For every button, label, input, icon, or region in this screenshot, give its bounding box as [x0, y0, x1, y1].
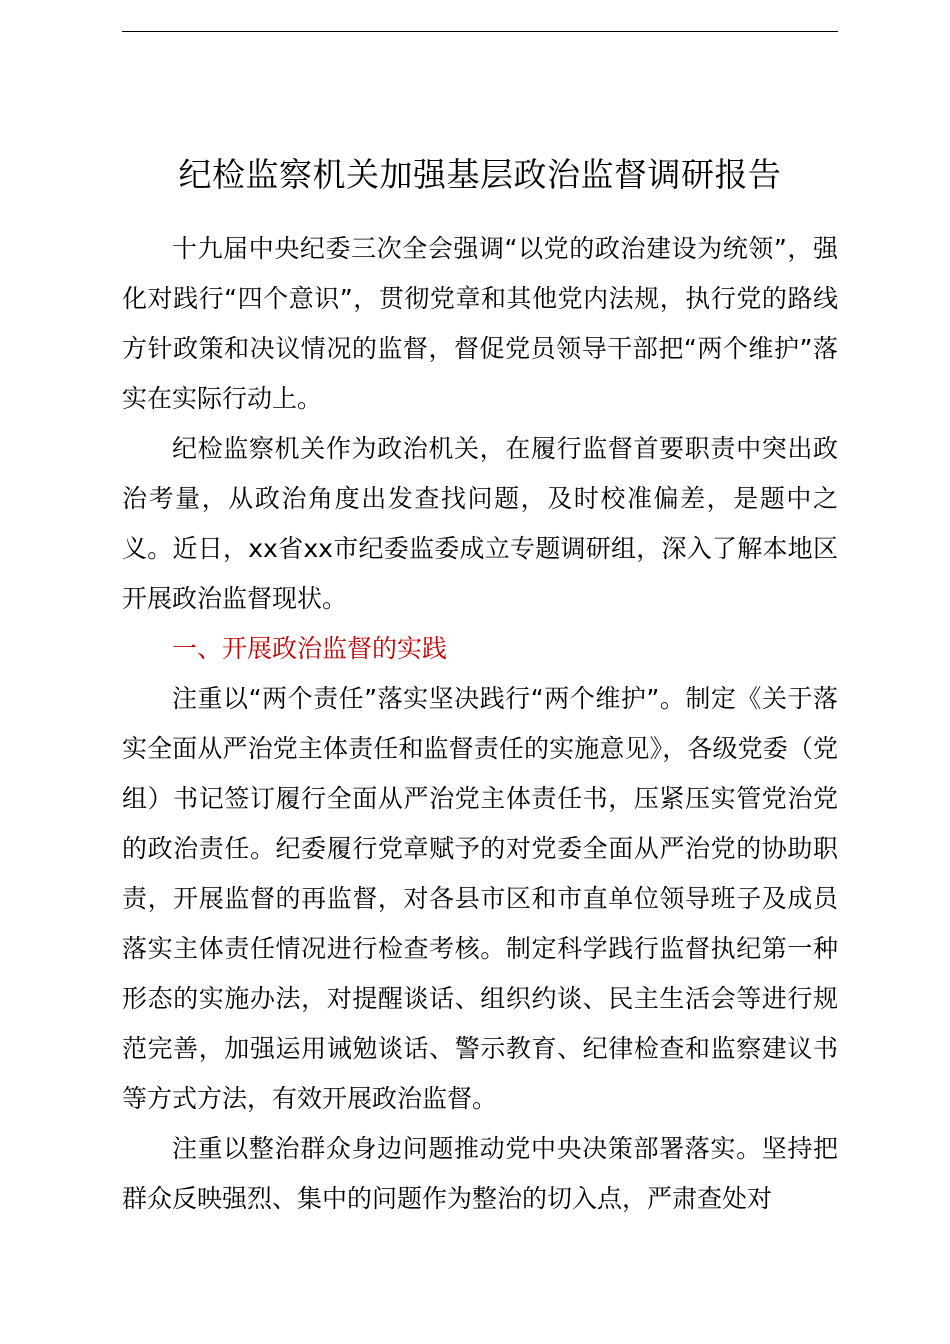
document-title: 纪检监察机关加强基层政治监督调研报告 [178, 155, 782, 194]
document-body [122, 224, 838, 1224]
paragraph-responsibility: 注重以“两个责任”落实坚决践行“两个维护”。制定《关于落实全面从严治党主体责任和监督责任的实施意见》，各级党委（党组）书记签订履行全面从严治党主体责任书，压紧压实管党治党的政治责任。纪委履行党章赋予的对党委全面从严治党的协助职责，开展监督的再监督，对各县市区和市直单位领导班子及成员落实主体责任情况进行检查考核。制定科学践行监督执纪第一种形态的实施办法，对提醒谈话、组织约谈、民主生活会等进行规范完善，加强运用诫勉谈话、警示教育、纪律检查和监察建议书等方式方法，有效开展政治监督。 [122, 684, 838, 1113]
section-heading: 一、开展政治监督的实践 [172, 634, 448, 663]
paragraph-intro: 十九届中央纪委三次全会强调“以党的政治建设为统领”，强化对践行“四个意识”，贯彻党章和其他党内法规，执行党的路线方针政策和决议情况的监督，督促党员领导干部把“两个维护”落实在实际行动上。 [122, 234, 838, 413]
paragraph-rectification: 注重以整治群众身边问题推动党中央决策部署落实。坚持把群众反映强烈、集中的问题作为整治的切入点，严肃查处对 [122, 1134, 838, 1213]
paragraph-context: 纪检监察机关作为政治机关，在履行监督首要职责中突出政治考量，从政治角度出发查找问题，及时校准偏差，是题中之义。近日，xx省xx市纪委监委成立专题调研组，深入了解本地区开展政治监督现状。 [122, 434, 838, 613]
header-rule [122, 31, 838, 32]
